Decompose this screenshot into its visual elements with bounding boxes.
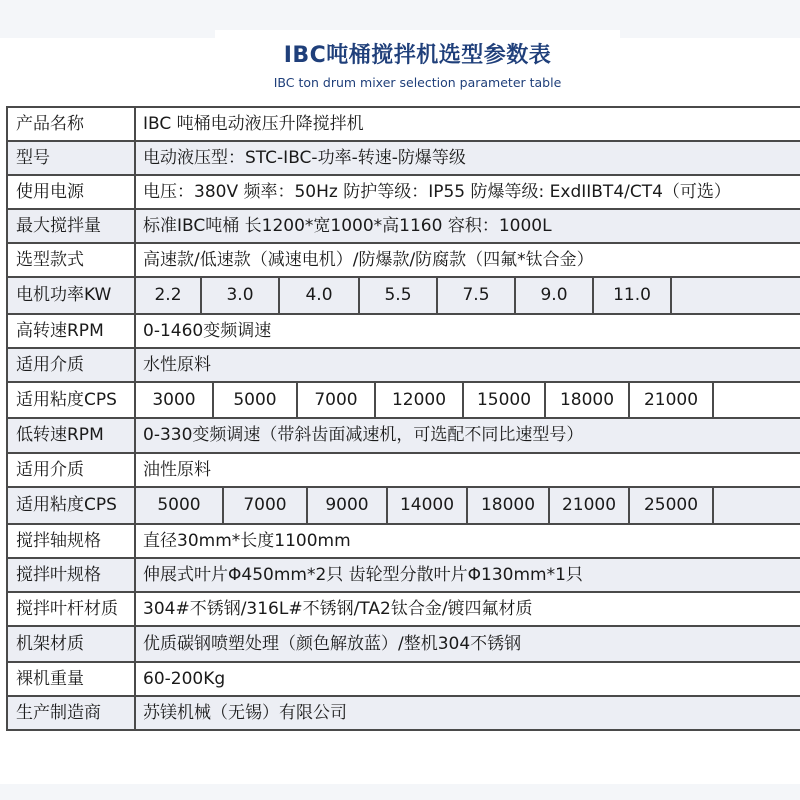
value-cell: 15000 [464, 383, 546, 417]
row-value: 304#不锈钢/316L#不锈钢/TA2钛合金/镀四氟材质 [143, 599, 533, 619]
value-cell: 18000 [468, 488, 550, 523]
row-label: 适用粘度CPS [8, 383, 136, 417]
row-value-cells [136, 383, 800, 417]
table-row [8, 488, 800, 525]
row-label: 选型款式 [8, 244, 136, 276]
value-cell: 7.5 [438, 278, 516, 313]
table-row [8, 663, 800, 697]
row-value: 电动液压型：STC-IBC-功率-转速-防爆等级 [143, 148, 466, 168]
value-cell: 14000 [388, 488, 468, 523]
table-row [8, 278, 800, 315]
value-cell: 12000 [376, 383, 464, 417]
row-value: 0-330变频调速（带斜齿面减速机，可选配不同比速型号） [143, 425, 584, 445]
row-value: 水性原料 [143, 355, 211, 375]
row-label: 搅拌叶杆材质 [8, 593, 136, 625]
table-row [8, 593, 800, 627]
table-row [8, 525, 800, 559]
row-label: 适用介质 [8, 454, 136, 486]
row-label: 低转速RPM [8, 419, 136, 452]
row-value: 60-200Kg [143, 669, 226, 689]
value-cell: 9.0 [516, 278, 594, 313]
row-label: 最大搅拌量 [8, 210, 136, 242]
row-value: 电压：380V 频率：50Hz 防护等级：IP55 防爆等级: ExdIIBT4/CT4（可选） [143, 182, 731, 202]
parameter-table [6, 106, 800, 731]
table-row [8, 176, 800, 210]
row-value: 油性原料 [143, 460, 211, 480]
value-cell: 7000 [298, 383, 376, 417]
row-label: 机架材质 [8, 627, 136, 661]
value-cell: 7000 [224, 488, 308, 523]
value-cell: 4.0 [280, 278, 360, 313]
row-label: 搅拌叶规格 [8, 559, 136, 591]
row-label: 电机功率KW [8, 278, 136, 313]
row-value: 0-1460变频调速 [143, 321, 272, 341]
table-row [8, 142, 800, 176]
value-cell: 5.5 [360, 278, 438, 313]
table-row [8, 210, 800, 244]
row-value: 高速款/低速款（减速电机）/防爆款/防腐款（四氟*钛合金） [143, 250, 594, 270]
table-row [8, 244, 800, 278]
row-value-cells [136, 488, 800, 523]
row-value: IBC 吨桶电动液压升降搅拌机 [143, 114, 364, 134]
table-row [8, 627, 800, 663]
value-cell: 11.0 [594, 278, 672, 313]
table-row [8, 559, 800, 593]
table-row [8, 697, 800, 731]
table-row [8, 419, 800, 454]
value-cell: 9000 [308, 488, 388, 523]
value-cell: 3000 [136, 383, 214, 417]
table-row [8, 108, 800, 142]
row-label: 裸机重量 [8, 663, 136, 695]
row-label: 搅拌轴规格 [8, 525, 136, 557]
value-cell: 25000 [630, 488, 714, 523]
table-row [8, 349, 800, 383]
row-value: 优质碳钢喷塑处理（颜色解放蓝）/整机304不锈钢 [143, 634, 522, 654]
row-label: 高转速RPM [8, 315, 136, 347]
value-cell: 2.2 [136, 278, 202, 313]
row-label: 适用介质 [8, 349, 136, 381]
value-cell: 21000 [550, 488, 630, 523]
row-label: 产品名称 [8, 108, 136, 140]
row-label: 生产制造商 [8, 697, 136, 729]
table-row [8, 454, 800, 488]
value-cell: 5000 [136, 488, 224, 523]
title-block [215, 30, 620, 96]
page-title: IBC吨桶搅拌机选型参数表 [283, 43, 552, 68]
row-label: 适用粘度CPS [8, 488, 136, 523]
bottom-background-strip [0, 784, 800, 800]
row-label: 型号 [8, 142, 136, 174]
row-value-cells [136, 278, 800, 313]
table-row [8, 315, 800, 349]
row-value: 伸展式叶片Φ450mm*2只 齿轮型分散叶片Φ130mm*1只 [143, 565, 583, 585]
row-value: 直径30mm*长度1100mm [143, 531, 351, 551]
value-cell: 3.0 [202, 278, 280, 313]
row-value: 标准IBC吨桶 长1200*宽1000*高1160 容积：1000L [143, 216, 552, 236]
value-cell: 21000 [630, 383, 714, 417]
value-cell: 5000 [214, 383, 298, 417]
page-subtitle: IBC ton drum mixer selection parameter table [273, 75, 562, 90]
value-cell: 18000 [546, 383, 630, 417]
table-row [8, 383, 800, 419]
row-value: 苏镁机械（无锡）有限公司 [143, 703, 347, 723]
row-label: 使用电源 [8, 176, 136, 208]
